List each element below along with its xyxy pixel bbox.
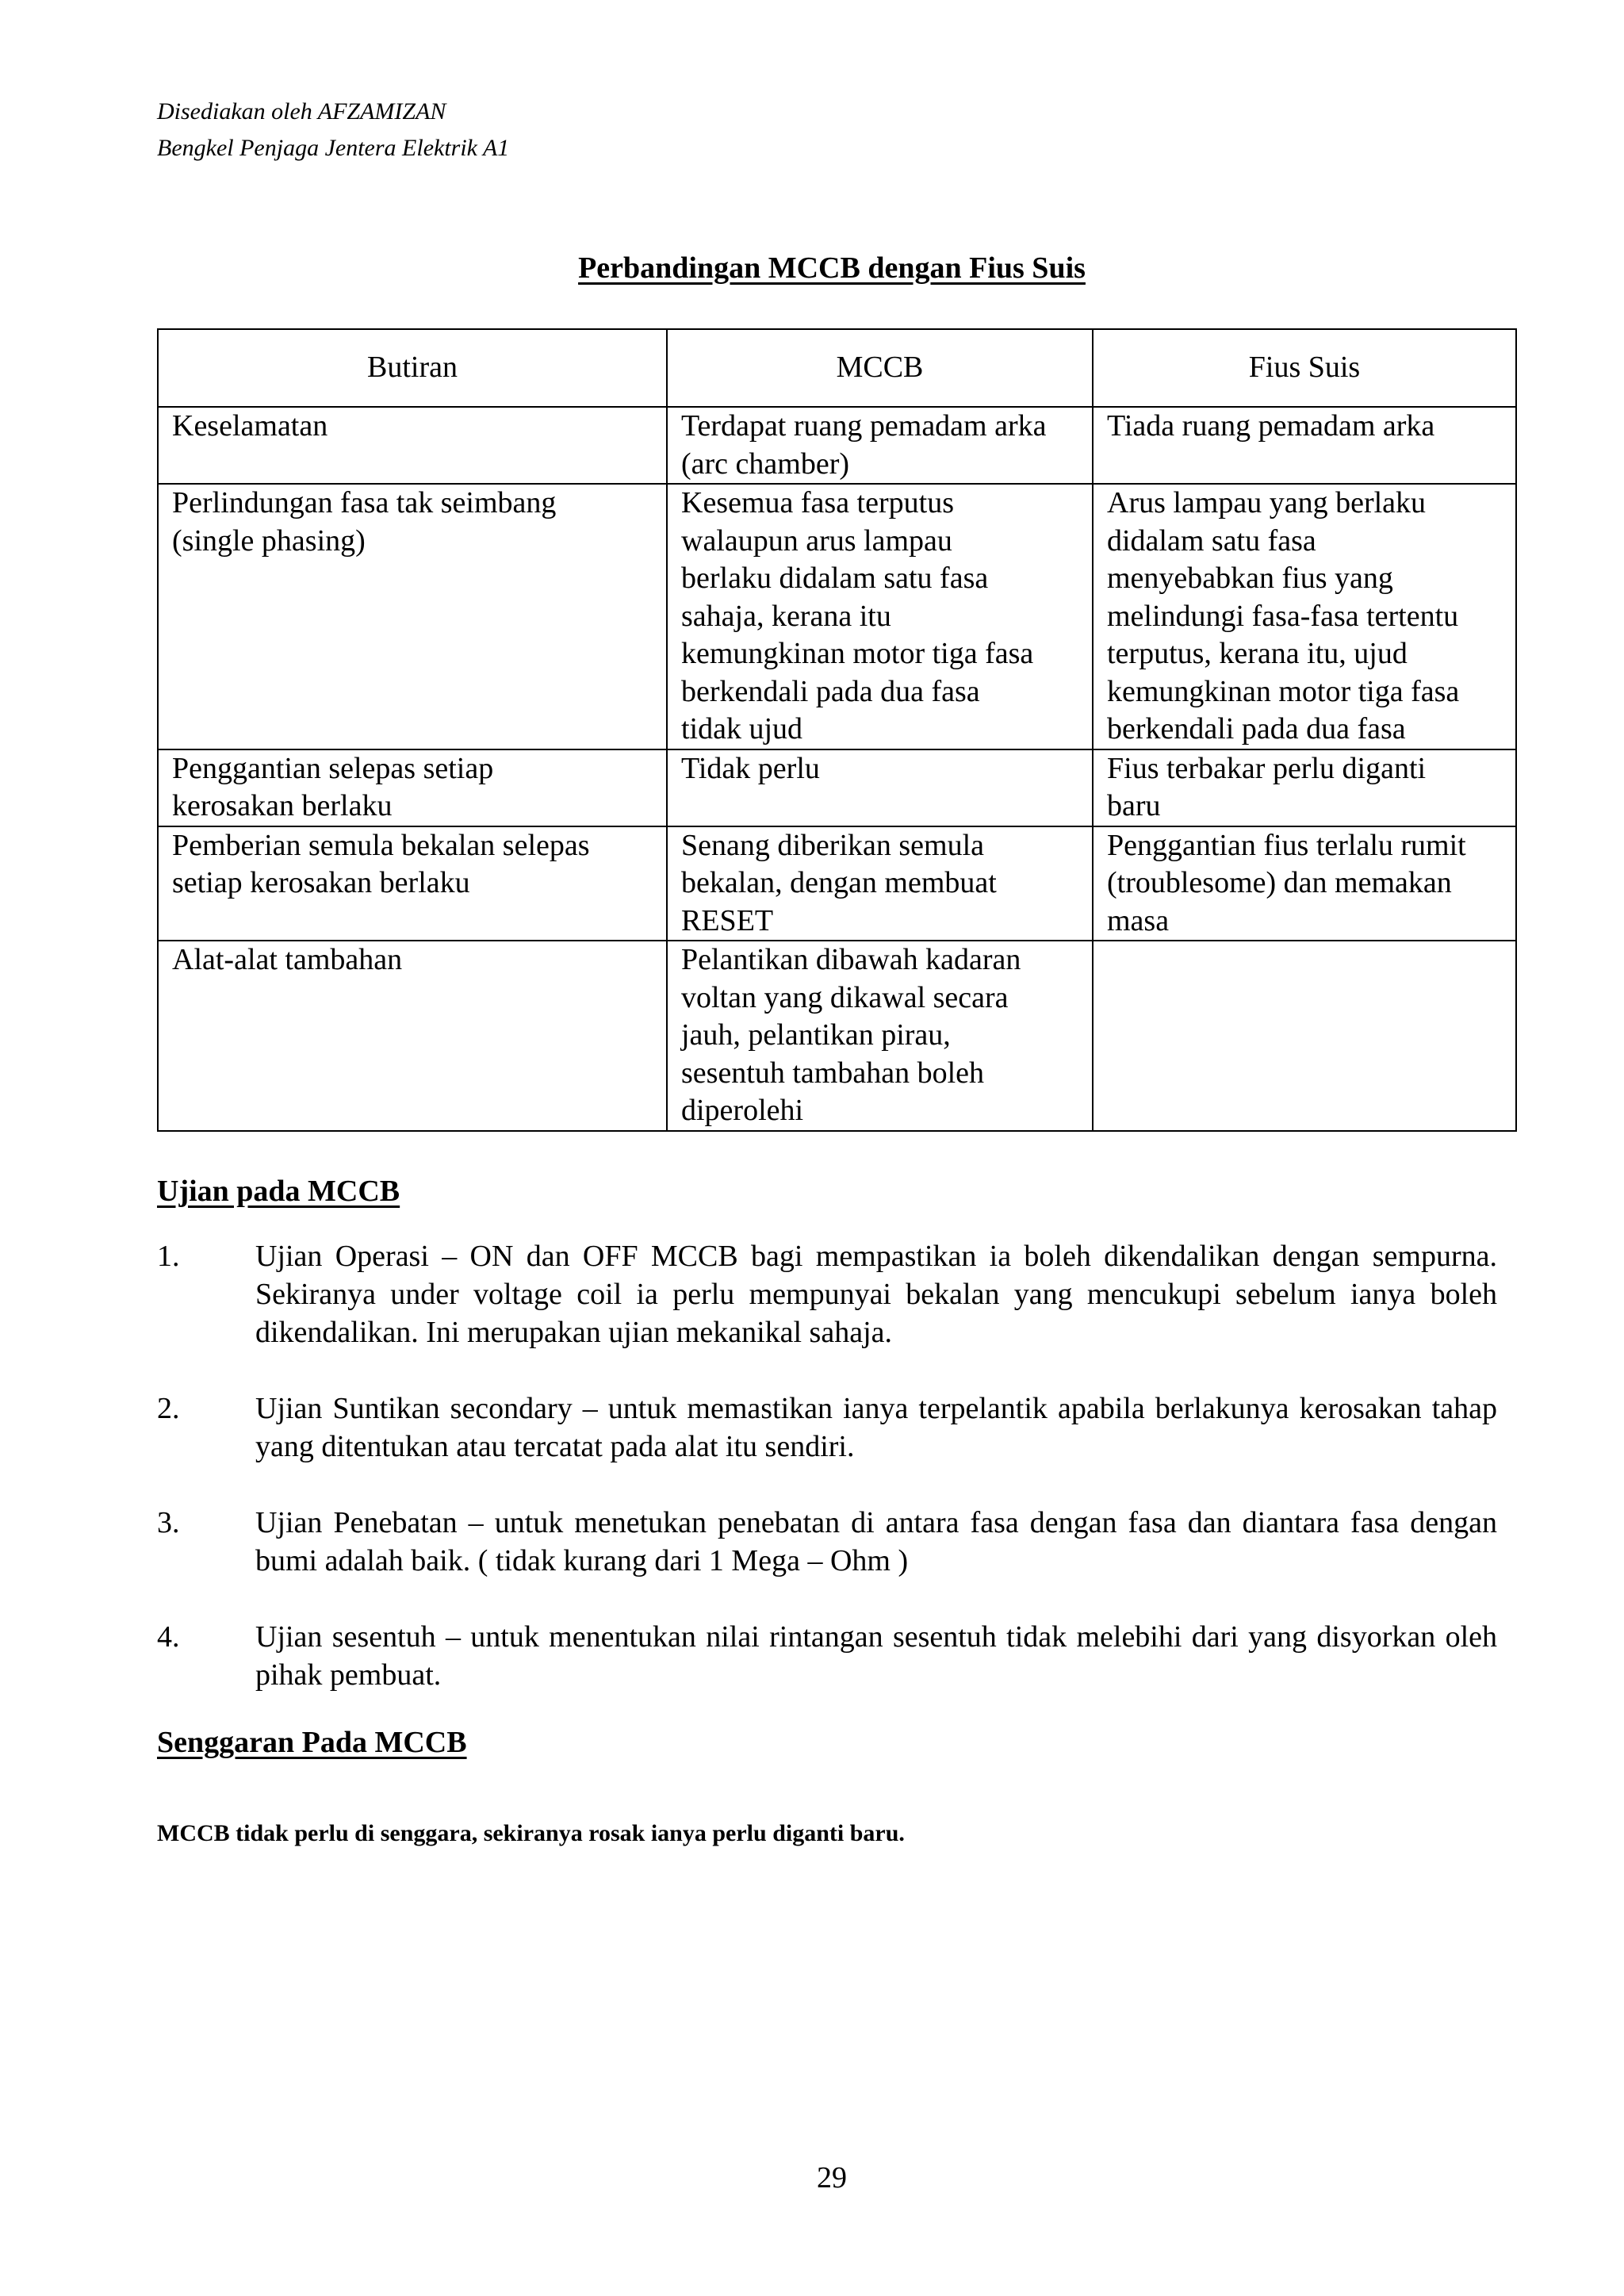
table-row	[158, 749, 1516, 826]
cell-mccb: Senang diberikan semula bekalan, dengan membuat RESET	[667, 826, 1093, 941]
cell-butiran: Keselamatan	[158, 407, 667, 484]
list-item-text: Ujian Operasi – ON dan OFF MCCB bagi mempastikan ia boleh dikendalikan dengan sempurna. Sekiranya under voltage coil ia perlu mempunyai bekalan yang mencukupi sebelum ianya boleh dikendalikan. Ini merupakan ujian mekanikal sahaja.	[255, 1240, 1497, 1349]
maintenance-heading: Senggaran Pada MCCB	[157, 1726, 467, 1759]
list-item-text: Ujian Penebatan – untuk menetukan penebatan di antara fasa dengan fasa dan diantara fasa dengan bumi adalah baik. ( tidak kurang dari 1 Mega – Ohm )	[255, 1506, 1497, 1577]
cell-fius: Arus lampau yang berlaku didalam satu fasa menyebabkan fius yang melindungi fasa-fasa tertentu terputus, kerana itu, ujud kemungkinan motor tiga fasa berkendali pada dua fasa	[1093, 484, 1516, 749]
header-cell-mccb: MCCB	[667, 329, 1093, 407]
table-row	[158, 407, 1516, 484]
header-cell-fius-suis: Fius Suis	[1093, 329, 1516, 407]
cell-mccb: Terdapat ruang pemadam arka (arc chamber)	[667, 407, 1093, 484]
list-item	[157, 1618, 1497, 1694]
header-workshop: Bengkel Penjaga Jentera Elektrik A1	[157, 135, 510, 161]
cell-butiran: Perlindungan fasa tak seimbang (single phasing)	[158, 484, 667, 749]
list-item-number: 3.	[157, 1506, 180, 1539]
cell-butiran: Penggantian selepas setiap kerosakan berlaku	[158, 749, 667, 826]
table-header-row	[158, 329, 1516, 407]
maintenance-text: MCCB tidak perlu di senggara, sekiranya rosak ianya perlu diganti baru.	[157, 1820, 905, 1846]
list-item-number: 2.	[157, 1392, 180, 1425]
header-author: Disediakan oleh AFZAMIZAN	[157, 98, 446, 125]
table-row	[158, 826, 1516, 941]
list-item-text: Ujian sesentuh – untuk menentukan nilai rintangan sesentuh tidak melebihi dari yang disyorkan oleh pihak pembuat.	[255, 1620, 1497, 1692]
list-item-text: Ujian Suntikan secondary – untuk memastikan ianya terpelantik apabila berlakunya kerosakan tahap yang ditentukan atau tercatat pada alat itu sendiri.	[255, 1392, 1497, 1463]
cell-fius-empty	[1093, 941, 1516, 1131]
tests-heading: Ujian pada MCCB	[157, 1175, 400, 1208]
cell-mccb: Kesemua fasa terputus walaupun arus lampau berlaku didalam satu fasa sahaja, kerana itu kemungkinan motor tiga fasa berkendali pada dua fasa tidak ujud	[667, 484, 1093, 749]
list-item	[157, 1504, 1497, 1580]
cell-fius: Fius terbakar perlu diganti baru	[1093, 749, 1516, 826]
tests-list	[157, 1237, 1497, 1732]
cell-fius: Penggantian fius terlalu rumit (troublesome) dan memakan masa	[1093, 826, 1516, 941]
list-item-number: 1.	[157, 1240, 180, 1273]
page-number: 29	[817, 2161, 847, 2194]
cell-mccb: Pelantikan dibawah kadaran voltan yang dikawal secara jauh, pelantikan pirau, sesentuh tambahan boleh diperolehi	[667, 941, 1093, 1131]
cell-butiran: Pemberian semula bekalan selepas setiap kerosakan berlaku	[158, 826, 667, 941]
list-item-number: 4.	[157, 1620, 180, 1654]
table-row	[158, 484, 1516, 749]
page-header	[157, 94, 509, 167]
comparison-table	[157, 328, 1517, 1132]
header-cell-butiran: Butiran	[158, 329, 667, 407]
table-row	[158, 941, 1516, 1131]
cell-butiran: Alat-alat tambahan	[158, 941, 667, 1131]
list-item	[157, 1389, 1497, 1466]
cell-fius: Tiada ruang pemadam arka	[1093, 407, 1516, 484]
list-item	[157, 1237, 1497, 1351]
document-title: Perbandingan MCCB dengan Fius Suis	[578, 251, 1086, 285]
cell-mccb: Tidak perlu	[667, 749, 1093, 826]
